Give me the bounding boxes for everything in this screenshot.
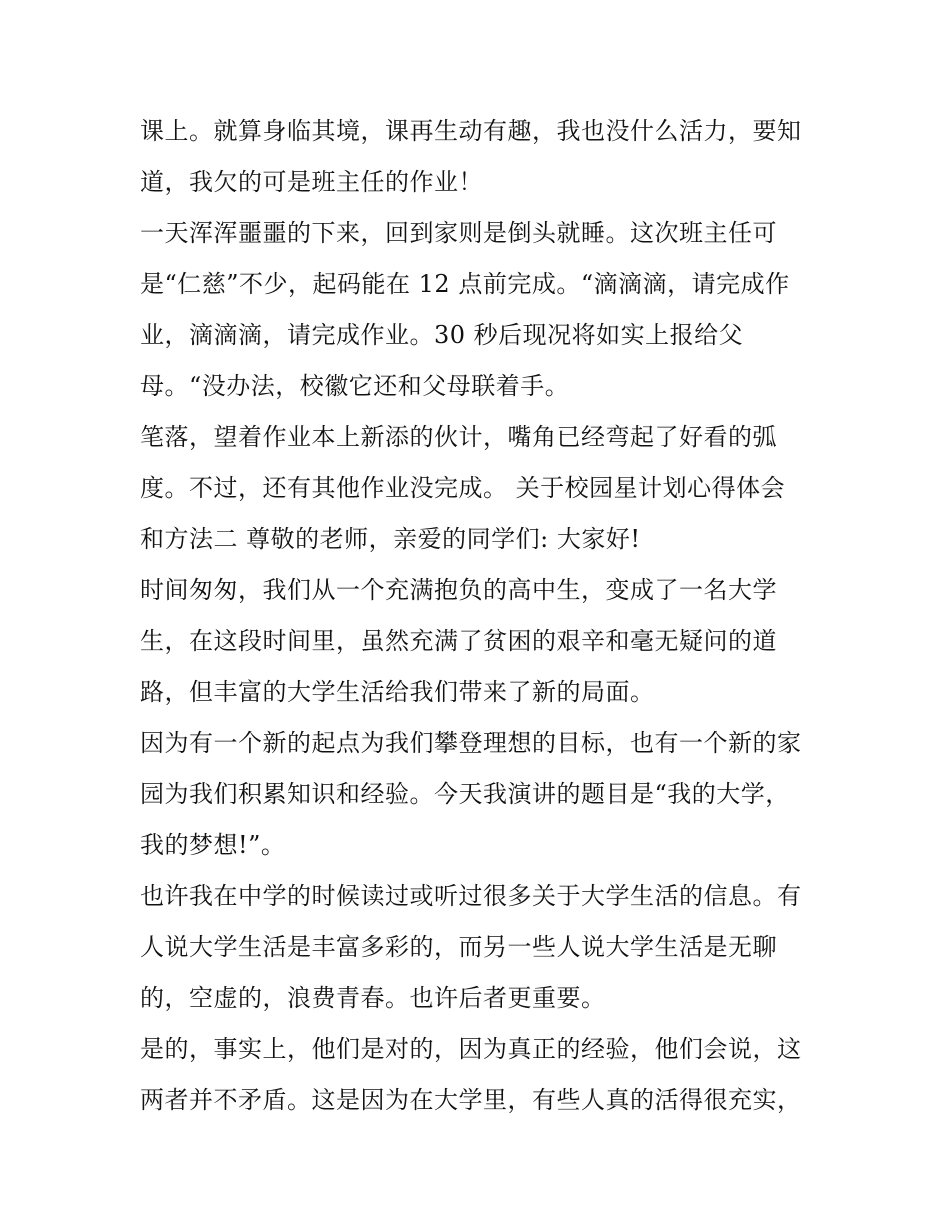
text-line: 是“仁慈”不少，起码能在 12 点前完成。“滴滴滴，请完成作 [140,270,790,298]
text-line: 课上。就算身临其境，课再生动有趣，我也没什么活力，要知 [140,117,802,145]
text-line: 路，但丰富的大学生活给我们带来了新的局面。 [140,678,655,706]
text-line: 时间匆匆，我们从一个充满抱负的高中生，变成了一名大学 [140,576,777,604]
text-line: 笔落，望着作业本上新添的伙计，嘴角已经弯起了好看的弧 [140,423,777,451]
text-line: 我的梦想!”。 [140,831,286,859]
text-line: 母。“没办法，校徽它还和父母联着手。 [140,372,570,400]
text-line: 园为我们积累知识和经验。今天我演讲的题目是“我的大学， [140,780,790,808]
text-line: 业，滴滴滴，请完成作业。30 秒后现况将如实上报给父 [140,321,744,349]
document-body [140,106,820,1126]
text-line: 一天浑浑噩噩的下来，回到家则是倒头就睡。这次班主任可 [140,219,777,247]
text-line: 生，在这段时间里，虽然充满了贫困的艰辛和毫无疑问的道 [140,627,777,655]
text-line: 也许我在中学的时候读过或听过很多关于大学生活的信息。有 [140,882,802,910]
text-line: 的，空虚的，浪费青春。也许后者更重要。 [140,984,606,1012]
text-line: 是的，事实上，他们是对的，因为真正的经验，他们会说，这 [140,1035,802,1063]
text-line: 两者并不矛盾。这是因为在大学里，有些人真的活得很充实， [140,1086,802,1114]
text-line: 人说大学生活是丰富多彩的，而另一些人说大学生活是无聊 [140,933,777,961]
text-line: 道，我欠的可是班主任的作业！ [140,168,483,196]
text-line: 度。不过，还有其他作业没完成。 关于校园星计划心得体会 [140,474,786,502]
text-line: 因为有一个新的起点为我们攀登理想的目标，也有一个新的家 [140,729,802,757]
text-line: 和方法二 尊敬的老师，亲爱的同学们: 大家好! [140,525,641,553]
